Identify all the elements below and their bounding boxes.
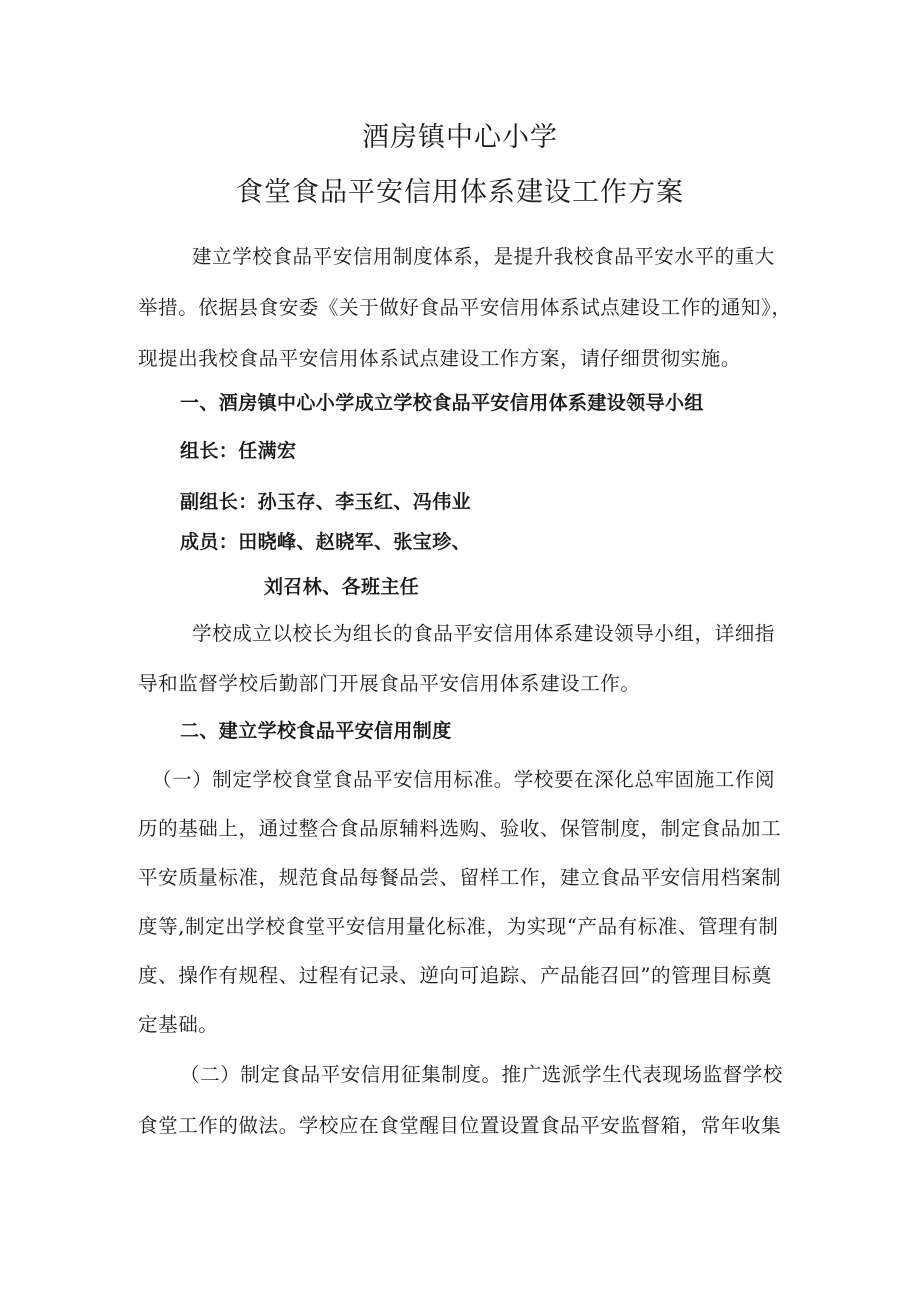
item1-line-5: 度、操作有规程、过程有记录、逆向可追踪、产品能召回”的管理目标奠 bbox=[138, 964, 772, 987]
item1-line-1: （一）制定学校食堂食品平安信用标准。学校要在深化总牢固施工作阅 bbox=[152, 768, 776, 791]
item1-line-2: 历的基础上，通过整合食品原辅料选购、验收、保管制度，制定食品加工 bbox=[138, 817, 782, 840]
section1-body-line-2: 导和监督学校后勤部门开展食品平安信用体系建设工作。 bbox=[138, 672, 641, 695]
item1-line-3: 平安质量标准，规范食品每餐品尝、留样工作，建立食品平安信用档案制 bbox=[138, 866, 782, 889]
group-members-line-1: 成员：田晓峰、赵晓军、张宝珍、 bbox=[180, 531, 472, 553]
intro-line-3: 现提出我校食品平安信用体系试点建设工作方案，请仔细贯彻实施。 bbox=[138, 347, 742, 370]
intro-line-1: 建立学校食品平安信用制度体系，是提升我校食品平安水平的重大 bbox=[192, 245, 775, 268]
document-title-line1: 酒房镇中心小学 bbox=[362, 122, 558, 153]
intro-line-2: 举措。依据县食安委《关于做好食品平安信用体系试点建设工作的通知》， bbox=[138, 296, 792, 319]
section1-heading: 一、酒房镇中心小学成立学校食品平安信用体系建设领导小组 bbox=[180, 392, 704, 414]
section1-body-line-1: 学校成立以校长为组长的食品平安信用体系建设领导小组，详细指 bbox=[192, 622, 775, 645]
item1-line-4: 度等,制定出学校食堂平安信用量化标准，为实现“产品有标准、管理有制 bbox=[138, 915, 779, 938]
group-members-line-2: 刘召林、各班主任 bbox=[264, 576, 420, 598]
document-title-line2: 食堂食品平安信用体系建设工作方案 bbox=[236, 177, 684, 208]
item2-line-1: （二）制定食品平安信用征集制度。推广选派学生代表现场监督学校 bbox=[180, 1063, 784, 1086]
item1-line-6: 定基础。 bbox=[138, 1013, 219, 1036]
section2-heading: 二、建立学校食品平安信用制度 bbox=[180, 720, 452, 742]
group-deputy-leaders: 副组长：孙玉存、李玉红、冯伟业 bbox=[180, 491, 472, 513]
group-leader: 组长：任满宏 bbox=[180, 440, 297, 462]
item2-line-2: 食堂工作的做法。学校应在食堂醒目位置设置食品平安监督箱，常年收集 bbox=[138, 1114, 782, 1137]
